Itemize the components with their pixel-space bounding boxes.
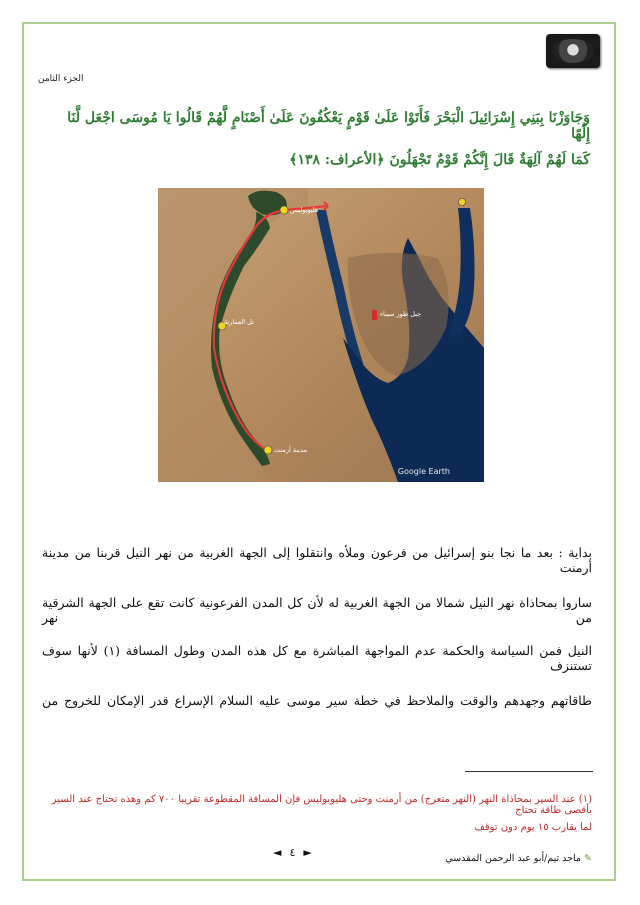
prev-page-arrow-icon[interactable]: ◄ xyxy=(273,846,282,859)
map-svg xyxy=(158,188,484,482)
footnote-line-1: (١) عند السير بمحاذاة النهر (النهر متعرج) من أرمنت وحتى هليوبوليس فإن المسافة المقطوعة تقريبا ٧٠٠ كم وهذه تحتاج عند السير بأقصى طاقة تحتاج xyxy=(51,794,592,816)
author-credit xyxy=(445,853,592,864)
label-armant: مدينة أرمنت xyxy=(274,446,307,454)
pin-armant xyxy=(264,446,272,454)
label-heliopolis: هليوبوليس xyxy=(290,206,319,214)
page-number: ٤ xyxy=(289,846,296,859)
page-pager xyxy=(273,846,312,859)
author-name: ماجد تيم/أبو عبد الرحمن المقدسي xyxy=(445,853,582,864)
pin-sinai xyxy=(372,310,377,320)
verse-line-1: وَجَاوَزْنَا بِبَنِي إِسْرَائِيلَ الْبَحْرَ فَأَتَوْا عَلَىٰ قَوْمٍ يَعْكُفُونَ عَلَىٰ أَصْنَامٍ لَّهُمْ قَالُوا يَا مُوسَى اجْعَل لَّنَا إِلَٰهًا xyxy=(67,110,590,142)
next-page-arrow-icon[interactable]: ► xyxy=(303,846,312,859)
verse-line-2: كَمَا لَهُمْ آلِهَةٌ قَالَ إِنَّكُمْ قَوْمٌ تَجْهَلُونَ ﴿الأعراف: ١٣٨﴾ xyxy=(289,152,590,168)
body-line-2: ساروا بمحاذاة نهر النيل شمالا من الجهة الغربية له لأن كل المدن الفرعونية كانت تقع على الجهة الشرقية من نهر xyxy=(42,595,592,625)
pin-heliopolis xyxy=(280,206,288,214)
body-line-3: النيل فمن السياسة والحكمة عدم المواجهة المباشرة مع كل هذه المدن وطول المسافة (١) لأنها سوف تستنزف xyxy=(42,643,593,673)
body-line-1: بداية : بعد ما نجا بنو إسرائيل من فرعون وملأه وانتقلوا إلى الجهة الغربية من نهر النيل قربنا من مدينة أرمنت xyxy=(42,545,592,575)
pen-icon: ✎ xyxy=(584,853,592,864)
logo-badge xyxy=(546,34,600,68)
body-line-4: طاقاتهم وجهدهم والوقت والملاحظ في خطة سير موسى عليه السلام الإسراع قدر الإمكان للخروج من xyxy=(42,693,592,708)
footnote-line-2: لما يقارب ١٥ يوم دون توقف xyxy=(474,822,592,833)
label-sinai: جبل طور سيناء xyxy=(380,310,422,318)
google-earth-watermark: Google Earth xyxy=(397,467,450,476)
label-amarna: تل العمارنة xyxy=(224,318,254,326)
part-label: الجزء الثامن xyxy=(38,74,84,84)
satellite-map xyxy=(158,188,484,482)
footnote-separator xyxy=(465,771,593,772)
